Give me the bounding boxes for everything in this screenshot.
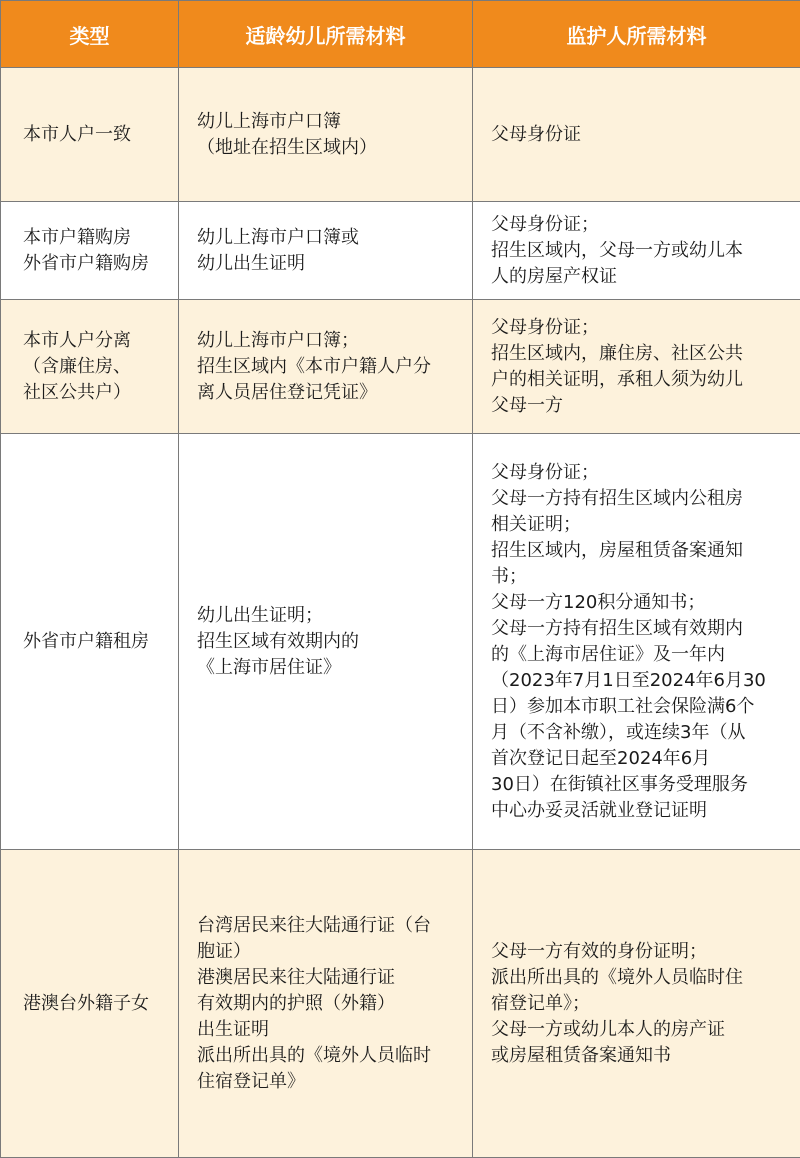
cell-line: 外省市户籍租房	[23, 629, 168, 655]
table-row	[1, 68, 800, 202]
type-cell	[1, 300, 179, 434]
cell-line: 父母一方持有招生区域有效期内	[491, 616, 790, 642]
cell-line: 本市人户一致	[23, 122, 168, 148]
cell-line: （含廉住房、	[23, 354, 168, 380]
header-child-materials: 适龄幼儿所需材料	[179, 1, 473, 68]
cell-line: 住宿登记单》	[197, 1069, 462, 1095]
cell-line: 户的相关证明，承租人须为幼儿	[491, 367, 790, 393]
cell-line: 招生区域有效期内的	[197, 629, 462, 655]
table-row	[1, 300, 800, 434]
cell-line: 父母一方持有招生区域内公租房	[491, 486, 790, 512]
cell-line: 港澳居民来往大陆通行证	[197, 965, 462, 991]
guardian-materials-cell	[473, 434, 800, 850]
cell-line: 父母一方120积分通知书；	[491, 590, 790, 616]
cell-line: 宿登记单》；	[491, 991, 790, 1017]
header-row	[1, 1, 800, 68]
cell-line: 幼儿出生证明；	[197, 603, 462, 629]
child-materials-cell	[179, 850, 473, 1158]
cell-line: 离人员居住登记凭证》	[197, 380, 462, 406]
cell-line: 外省市户籍购房	[23, 251, 168, 277]
child-materials-cell	[179, 68, 473, 202]
cell-line: 幼儿上海市户口簿或	[197, 225, 462, 251]
table-row	[1, 202, 800, 300]
cell-line: 父母身份证；	[491, 315, 790, 341]
cell-line: 《上海市居住证》	[197, 655, 462, 681]
type-cell	[1, 850, 179, 1158]
table-row	[1, 434, 800, 850]
cell-line: 胞证）	[197, 939, 462, 965]
cell-line: 台湾居民来往大陆通行证（台	[197, 913, 462, 939]
cell-line: 本市户籍购房	[23, 225, 168, 251]
cell-line: 本市人户分离	[23, 328, 168, 354]
cell-line: 招生区域内，房屋租赁备案通知	[491, 538, 790, 564]
type-cell	[1, 68, 179, 202]
cell-line: 派出所出具的《境外人员临时	[197, 1043, 462, 1069]
cell-line: 派出所出具的《境外人员临时住	[491, 965, 790, 991]
cell-line: 父母身份证；	[491, 460, 790, 486]
child-materials-cell	[179, 300, 473, 434]
cell-line: 招生区域内，父母一方或幼儿本	[491, 238, 790, 264]
child-materials-cell	[179, 202, 473, 300]
cell-line: 日）参加本市职工社会保险满6个	[491, 694, 790, 720]
cell-line: 人的房屋产权证	[491, 264, 790, 290]
type-cell	[1, 434, 179, 850]
child-materials-cell	[179, 434, 473, 850]
cell-line: 幼儿上海市户口簿；	[197, 328, 462, 354]
cell-line: 有效期内的护照（外籍）	[197, 991, 462, 1017]
cell-line: 招生区域内，廉住房、社区公共	[491, 341, 790, 367]
cell-line: 首次登记日起至2024年6月	[491, 746, 790, 772]
cell-line: 相关证明；	[491, 512, 790, 538]
cell-line: 的《上海市居住证》及一年内	[491, 642, 790, 668]
cell-line: 父母身份证；	[491, 212, 790, 238]
cell-line: 30日）在街镇社区事务受理服务	[491, 772, 790, 798]
header-guardian-materials: 监护人所需材料	[473, 1, 800, 68]
cell-line: 幼儿上海市户口簿	[197, 109, 462, 135]
guardian-materials-cell	[473, 300, 800, 434]
cell-line: （地址在招生区域内）	[197, 135, 462, 161]
cell-line: 书；	[491, 564, 790, 590]
cell-line: 港澳台外籍子女	[23, 991, 168, 1017]
cell-line: 出生证明	[197, 1017, 462, 1043]
type-cell	[1, 202, 179, 300]
cell-line: 父母一方	[491, 393, 790, 419]
guardian-materials-cell	[473, 68, 800, 202]
cell-line: 月（不含补缴），或连续3年（从	[491, 720, 790, 746]
cell-line: 或房屋租赁备案通知书	[491, 1043, 790, 1069]
cell-line: 父母一方有效的身份证明；	[491, 939, 790, 965]
header-type: 类型	[1, 1, 179, 68]
cell-line: 中心办妥灵活就业登记证明	[491, 798, 790, 824]
cell-line: 招生区域内《本市户籍人户分	[197, 354, 462, 380]
cell-line: （2023年7月1日至2024年6月30	[491, 668, 790, 694]
guardian-materials-cell	[473, 850, 800, 1158]
cell-line: 幼儿出生证明	[197, 251, 462, 277]
cell-line: 社区公共户）	[23, 380, 168, 406]
cell-line: 父母一方或幼儿本人的房产证	[491, 1017, 790, 1043]
guardian-materials-cell	[473, 202, 800, 300]
cell-line: 父母身份证	[491, 122, 790, 148]
table-row	[1, 850, 800, 1158]
